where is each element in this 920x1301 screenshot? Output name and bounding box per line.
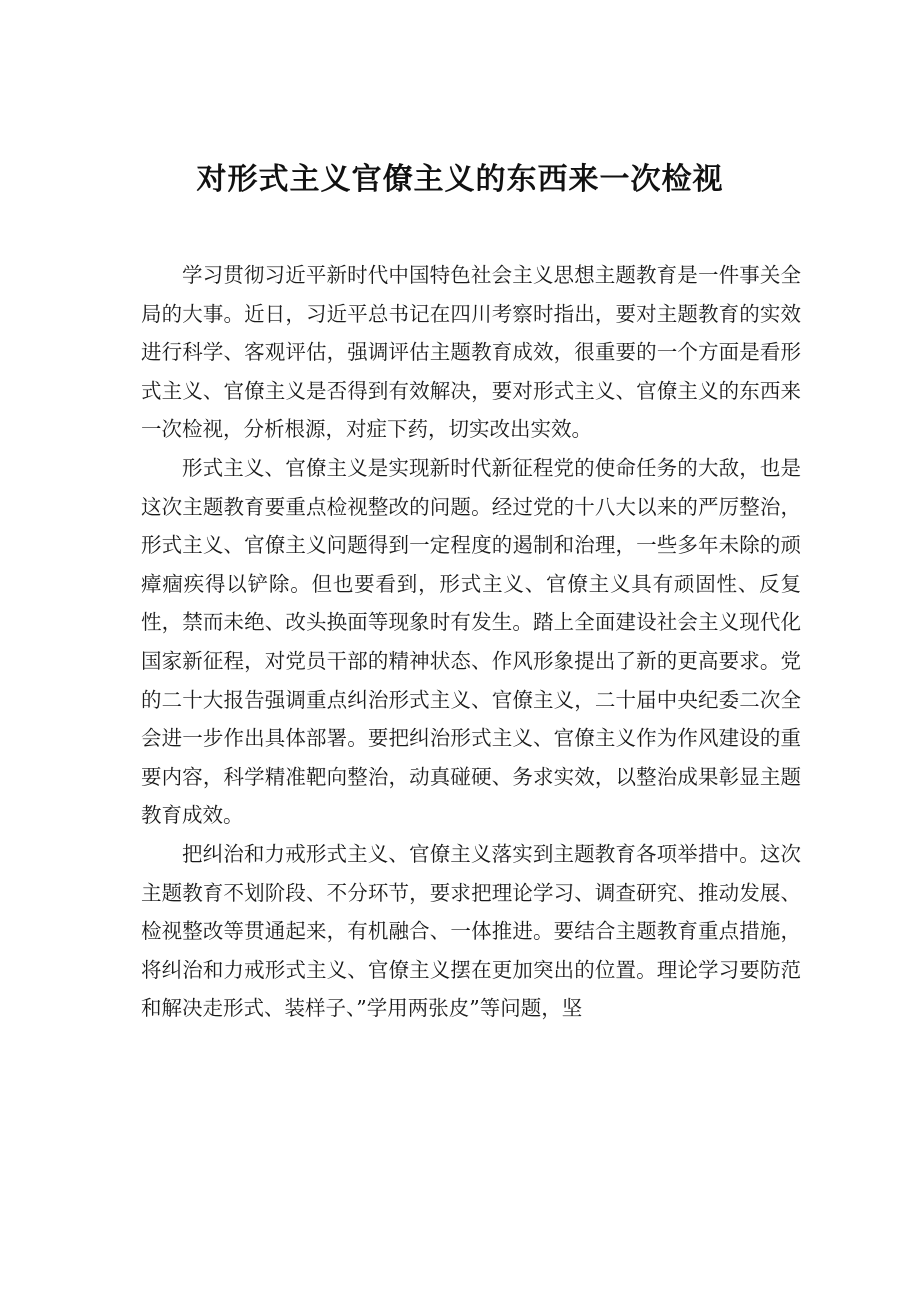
paragraph-1: 学习贯彻习近平新时代中国特色社会主义思想主题教育是一件事关全局的大事。近日，习近平总书记在四川考察时指出，要对主题教育的实效进行科学、客观评估，强调评估主题教育成效，很重要的一个方面是看形式主义、官僚主义是否得到有效解决，要对形式主义、官僚主义的东西来一次检视，分析根源，对症下药，切实改出实效。 [141, 263, 801, 442]
paragraph-3: 把纠治和力戒形式主义、官僚主义落实到主题教育各项举措中。这次主题教育不划阶段、不分环节，要求把理论学习、调查研究、推动发展、检视整改等贯通起来，有机融合、一体推进。要结合主题教育重点措施，将纠治和力戒形式主义、官僚主义摆在更加突出的位置。理论学习要防范和解决走形式、装样子、”学用两张皮”等问题，坚 [141, 841, 801, 1021]
document-body [141, 256, 801, 1028]
paragraph-2: 形式主义、官僚主义是实现新时代新征程党的使命任务的大敌，也是这次主题教育要重点检视整改的问题。经过党的十八大以来的严厉整治，形式主义、官僚主义问题得到一定程度的遏制和治理，一些多年未除的顽瘴痼疾得以铲除。但也要看到，形式主义、官僚主义具有顽固性、反复性，禁而未绝、改头换面等现象时有发生。踏上全面建设社会主义现代化国家新征程，对党员干部的精神状态、作风形象提出了新的更高要求。党的二十大报告强调重点纠治形式主义、官僚主义，二十届中央纪委二次全会进一步作出具体部署。要把纠治形式主义、官僚主义作为作风建设的重要内容，科学精准靶向整治，动真碰硬、务求实效，以整治成果彰显主题教育成效。 [141, 455, 801, 828]
document-title: 对形式主义官僚主义的东西来一次检视 [196, 162, 724, 197]
